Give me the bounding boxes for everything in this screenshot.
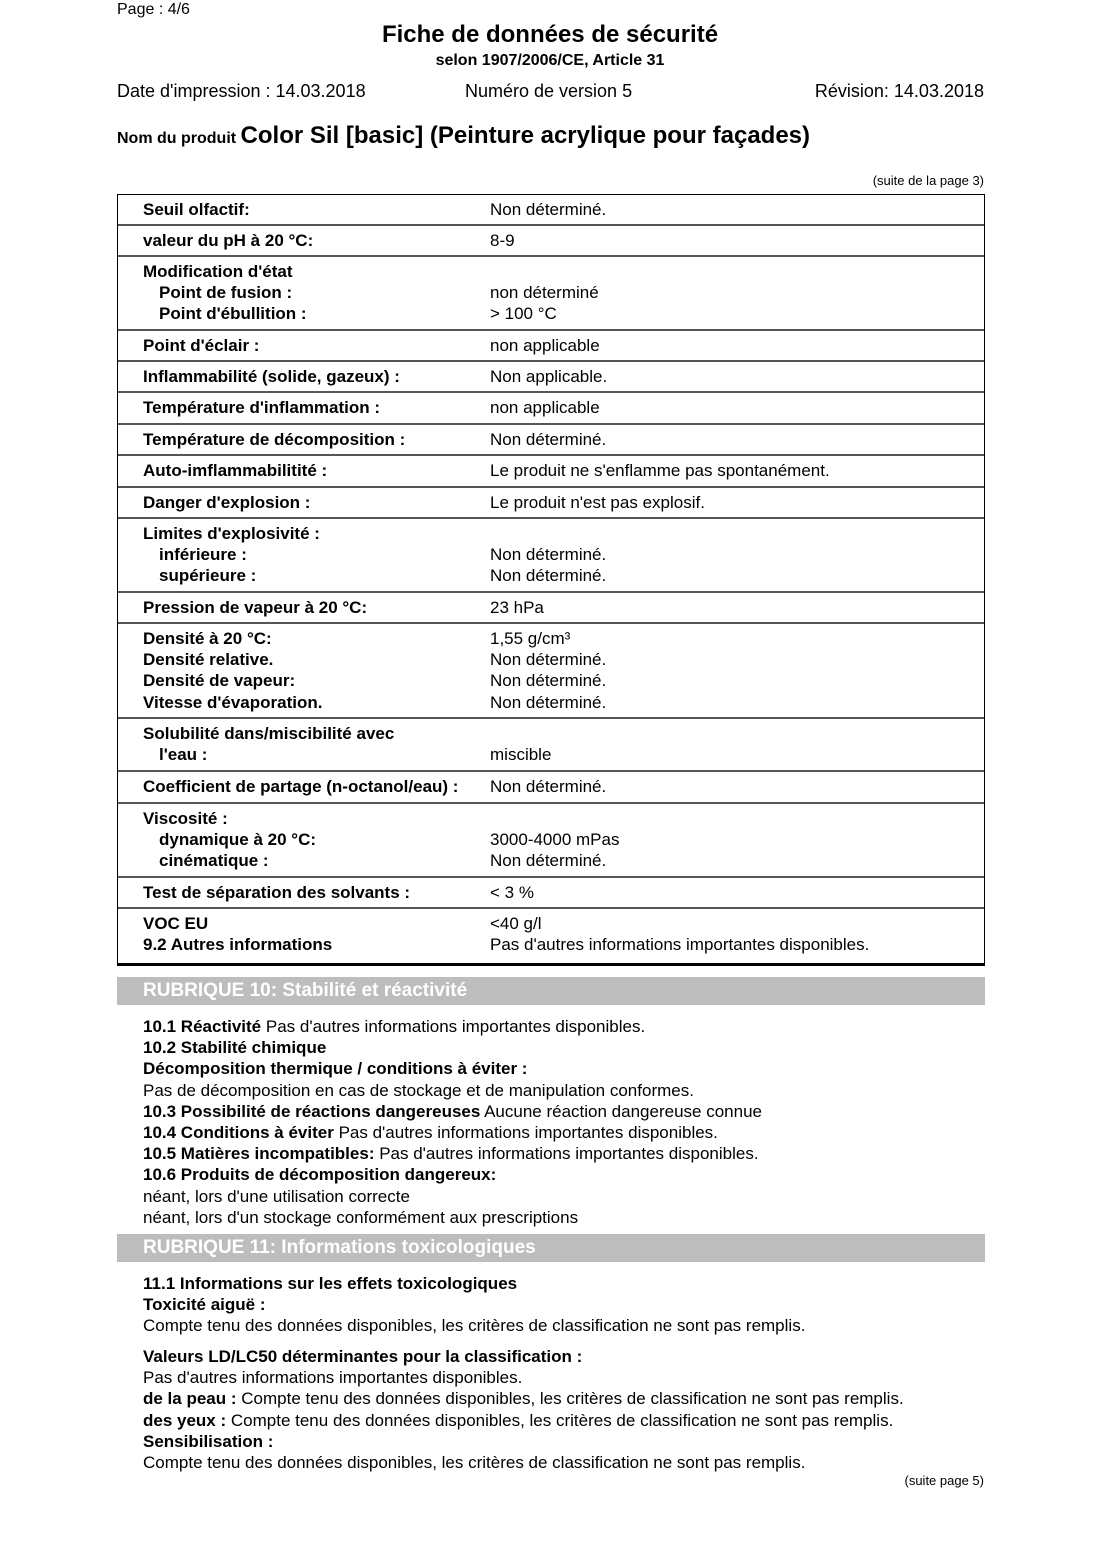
section-line <box>143 1143 762 1164</box>
property-value: Non déterminé. <box>490 851 607 871</box>
section-line-lead: Toxicité aiguë : <box>143 1295 266 1315</box>
section-line-text: Pas d'autres informations importantes disponibles. <box>261 1017 646 1036</box>
property-value: < 3 % <box>490 883 534 902</box>
section-line-lead: 10.6 Produits de décomposition dangereux: <box>143 1165 497 1185</box>
property-label: Point d'éclair : <box>143 336 260 355</box>
property-value: Non déterminé. <box>490 777 607 796</box>
property-label: Coefficient de partage (n-octanol/eau) : <box>143 777 459 796</box>
property-row <box>118 878 984 909</box>
section-line-text: Compte tenu des données disponibles, les critères de classification ne sont pas remplis. <box>226 1410 894 1430</box>
property-row <box>118 719 984 772</box>
property-label: inférieure : <box>159 545 247 565</box>
continued-from-note: (suite de la page 3) <box>872 173 984 188</box>
section-line-lead: 10.1 Réactivité <box>143 1017 262 1036</box>
property-label: l'eau : <box>159 745 208 765</box>
section-heading-11: RUBRIQUE 11: Informations toxicologiques <box>117 1234 985 1262</box>
section-line-text: néant, lors d'une utilisation correcte <box>143 1186 410 1206</box>
property-row <box>118 909 984 961</box>
section-line <box>143 1431 904 1452</box>
section-line <box>143 1101 762 1122</box>
property-value: Non déterminé. <box>490 545 607 565</box>
property-row <box>118 624 984 719</box>
section-line <box>143 1037 762 1058</box>
property-value: 23 hPa <box>490 598 544 617</box>
property-value: 8-9 <box>490 231 515 250</box>
property-label: Densité relative. <box>143 650 274 670</box>
section-line-text: Compte tenu des données disponibles, les critères de classification ne sont pas remplis. <box>236 1389 904 1409</box>
property-label: valeur du pH à 20 °C: <box>143 231 314 250</box>
document-subtitle: selon 1907/2006/CE, Article 31 <box>435 52 665 69</box>
property-value: Pas d'autres informations importantes disponibles. <box>490 935 870 955</box>
property-value: Non déterminé. <box>490 692 607 712</box>
property-row <box>118 593 984 624</box>
property-value: 1,55 g/cm³ <box>490 629 571 648</box>
property-label: supérieure : <box>159 566 257 586</box>
section-11-content-toxicity <box>143 1273 805 1337</box>
property-value: Non déterminé. <box>490 430 607 449</box>
product-name: Color Sil [basic] (Peinture acrylique pour façades) <box>240 122 811 149</box>
property-label: 9.2 Autres informations <box>143 935 333 955</box>
property-row <box>118 456 984 488</box>
section-line <box>143 1164 762 1185</box>
section-10-content <box>143 1016 762 1228</box>
section-line-text: Pas d'autres informations importantes disponibles. <box>143 1368 523 1388</box>
property-label: Vitesse d'évaporation. <box>143 692 323 712</box>
property-value: miscible <box>490 745 552 765</box>
property-value: Non déterminé. <box>490 200 607 219</box>
property-row <box>118 257 984 331</box>
section-line-text: néant, lors d'un stockage conformément aux prescriptions <box>143 1207 579 1227</box>
property-value: > 100 °C <box>490 304 557 324</box>
property-label: Point de fusion : <box>159 283 293 303</box>
section-line <box>143 1186 762 1207</box>
section-line <box>143 1315 805 1336</box>
property-label: VOC EU <box>143 914 209 933</box>
section-line <box>143 1452 904 1473</box>
property-label: cinématique : <box>159 851 269 871</box>
property-label: dynamique à 20 °C: <box>159 830 317 850</box>
section-heading-10: RUBRIQUE 10: Stabilité et réactivité <box>117 977 985 1005</box>
section-line-lead: 10.2 Stabilité chimique <box>143 1038 327 1058</box>
property-label: Densité à 20 °C: <box>143 629 272 648</box>
section-line <box>143 1294 805 1315</box>
product-heading <box>117 122 810 150</box>
section-line-text: Compte tenu des données disponibles, les critères de classification ne sont pas remplis. <box>143 1316 806 1336</box>
property-label: Test de séparation des solvants : <box>143 883 411 902</box>
continued-on-note: (suite page 5) <box>904 1473 984 1488</box>
property-row <box>118 226 984 257</box>
property-value: Le produit n'est pas explosif. <box>490 493 705 512</box>
property-label: Température d'inflammation : <box>143 398 381 417</box>
property-value: Non applicable. <box>490 367 608 386</box>
property-label: Modification d'état <box>143 262 293 281</box>
section-line-text: Pas d'autres informations importantes disponibles. <box>333 1122 718 1142</box>
section-line <box>143 1207 762 1228</box>
property-row <box>118 425 984 456</box>
section-line <box>143 1273 805 1294</box>
section-line <box>143 1016 762 1037</box>
property-label: Danger d'explosion : <box>143 493 311 512</box>
section-line <box>143 1122 762 1143</box>
property-value: Non déterminé. <box>490 650 607 670</box>
section-line-lead: Sensibilisation : <box>143 1431 274 1451</box>
section-line-text: Aucune réaction dangereuse connue <box>480 1101 762 1121</box>
property-label: Pression de vapeur à 20 °C: <box>143 598 368 617</box>
section-line <box>143 1410 904 1431</box>
section-line <box>143 1080 762 1101</box>
property-label: Inflammabilité (solide, gazeux) : <box>143 367 400 386</box>
print-date: Date d'impression : 14.03.2018 <box>117 81 366 101</box>
property-label: Densité de vapeur: <box>143 671 296 691</box>
section-line-text: Pas d'autres informations importantes disponibles. <box>374 1144 759 1164</box>
section-line-text: Compte tenu des données disponibles, les critères de classification ne sont pas remplis. <box>143 1452 806 1472</box>
property-value: <40 g/l <box>490 914 542 933</box>
section-line-lead: Valeurs LD/LC50 déterminantes pour la classification : <box>143 1347 583 1366</box>
property-value: 3000-4000 mPas <box>490 830 620 850</box>
product-label: Nom du produit <box>117 130 237 147</box>
property-label: Température de décomposition : <box>143 430 406 449</box>
section-line-lead: 10.3 Possibilité de réactions dangereuses <box>143 1101 481 1121</box>
section-line <box>143 1058 762 1079</box>
revision-date: Révision: 14.03.2018 <box>814 81 984 101</box>
property-label: Point d'ébullition : <box>159 304 307 324</box>
property-row <box>118 804 984 878</box>
section-line-lead: de la peau : <box>143 1389 237 1409</box>
property-row <box>118 519 984 593</box>
property-value: non applicable <box>490 398 600 417</box>
property-value: Non déterminé. <box>490 671 607 691</box>
property-label: Limites d'explosivité : <box>143 524 320 543</box>
property-row <box>118 772 984 804</box>
property-label: Seuil olfactif: <box>143 200 250 219</box>
section-line <box>143 1367 904 1388</box>
property-value: non déterminé <box>490 283 599 303</box>
property-row <box>118 393 984 425</box>
property-label: Viscosité : <box>143 809 228 828</box>
property-row <box>118 362 984 393</box>
section-line-text: Pas de décomposition en cas de stockage et de manipulation conformes. <box>143 1080 694 1100</box>
property-label: Auto-imflammabilitité : <box>143 461 328 480</box>
page-number: Page : 4/6 <box>117 1 190 18</box>
property-value: Non déterminé. <box>490 566 607 586</box>
version-number: Numéro de version 5 <box>465 81 633 101</box>
document-title: Fiche de données de sécurité <box>381 21 719 48</box>
property-label: Solubilité dans/miscibilité avec <box>143 724 395 743</box>
section-line-lead: 10.5 Matières incompatibles: <box>143 1144 375 1164</box>
section-11-content-ld50 <box>143 1346 904 1473</box>
property-value: non applicable <box>490 336 600 355</box>
section-line <box>143 1346 904 1367</box>
section-line-lead: 11.1 Informations sur les effets toxicologiques <box>143 1274 518 1293</box>
property-value: Le produit ne s'enflamme pas spontanément. <box>490 461 830 480</box>
section-line-lead: des yeux : <box>143 1410 227 1430</box>
property-row <box>118 195 984 226</box>
property-row <box>118 488 984 519</box>
section-line-lead: 10.4 Conditions à éviter <box>143 1122 334 1142</box>
property-row <box>118 331 984 362</box>
physical-chemical-properties-table <box>117 194 985 966</box>
section-line-lead: Décomposition thermique / conditions à éviter : <box>143 1059 528 1079</box>
section-line <box>143 1388 904 1409</box>
